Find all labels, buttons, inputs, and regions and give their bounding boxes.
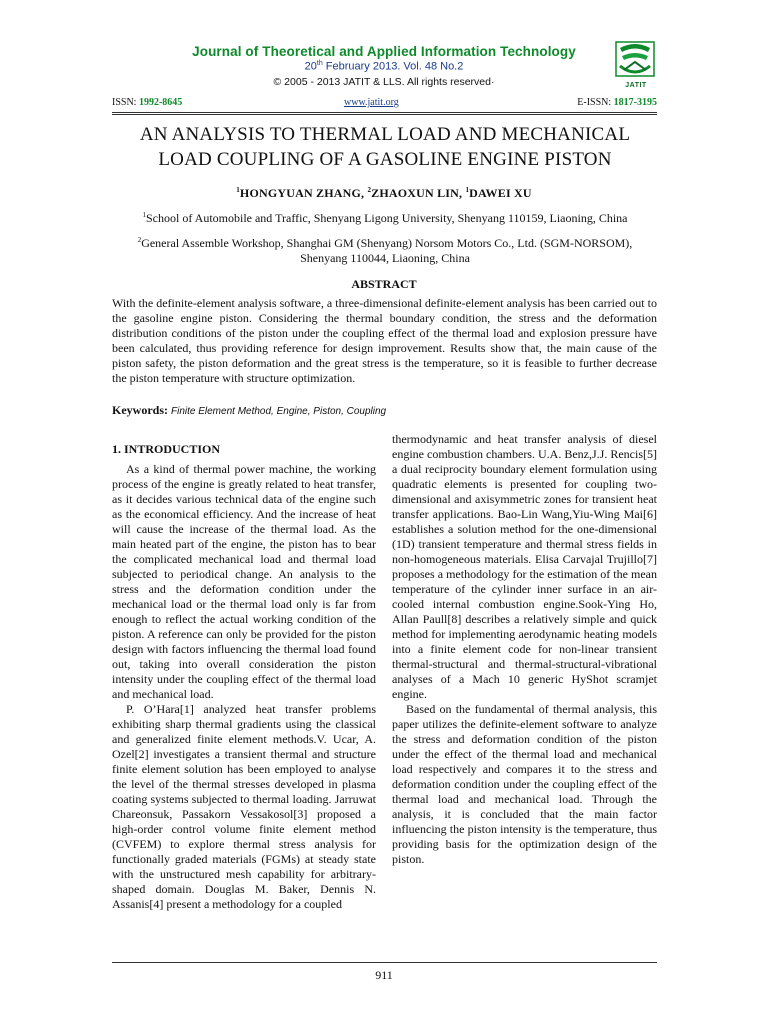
paragraph: P. O’Hara[1] analyzed heat transfer problems exhibiting sharp thermal gradients using the classical and generalized finite element methods.V. Ucar, A. Ozel[2] investigates a transient thermal and structure finite element solution has been employed to analyse the level of the thermal stresses developed in plasma coating systems subjected to thermal loading. Jarruwat Chareonsuk, Passakorn Vessakosol[3] proposed a high-order control volume finite element method (CVFEM) to explore thermal stress analysis for functionally graded materials (FGMs) at steady state with the unstructured mesh capability for arbitrary-shaped domain. Douglas M. Baker, Dennis N. Assanis[4] present a methodology for a coupled (112, 702, 376, 911)
copyright-notice: © 2005 - 2013 JATIT & LLS. All rights reserved· (273, 75, 495, 88)
paragraph: thermodynamic and heat transfer analysis of diesel engine combustion chambers. U.A. Benz,J.J. Rencis[5] a dual reciprocity boundary element formulation using quadratic elements is presented for coupling two-dimensional and axisymmetric zones for transient heat transfer applications. Bao-Lin Wang,Yiu-Wing Mai[6] establishes a solution method for the one-dimensional (1D) transient temperature and thermal stress fields in non-homogeneous materials. Elisa Carvajal Trujillo[7] proposes a methodology for the estimation of the mean temperature of the cylinder inner surface in an air-cooled internal combustion engine.Sook-Ying Ho, Allan Paull[8] describes a relatively simple and quick method for implementing aerodynamic heating models into a finite element code for non-linear transient thermal-structural and thermal-structural-vibrational analyses of a Mach 10 generic HyShot scramjet engine. (392, 432, 657, 701)
section-heading-introduction: 1. INTRODUCTION (112, 442, 221, 456)
issue-date: 20th February 2013. Vol. 48 No.2 (304, 60, 464, 73)
header-divider-secondary (112, 114, 657, 115)
journal-website-link[interactable]: www.jatit.org (344, 97, 399, 108)
right-column (392, 432, 657, 867)
journal-title: Journal of Theoretical and Applied Information Technology (192, 44, 576, 59)
footer-divider (112, 962, 657, 963)
abstract-heading: ABSTRACT (351, 277, 417, 291)
issn-row (112, 97, 657, 111)
eissn: E-ISSN: 1817-3195 (577, 97, 657, 108)
left-column (112, 462, 376, 912)
paragraph: Based on the fundamental of thermal analysis, this paper utilizes the definite-element software to analyze the stress and deformation condition of the piston under the effect of the thermal load and mechanical load respectively and compares it to the stress and deformation condition under the coupling effect of the thermal load and mechanical load. Through the analysis, it is concluded that the main factor influencing the piston intensity is the temperature, thus providing basis for the optimization design of the piston. (392, 702, 657, 866)
affiliation-2: $^2$General Assemble Workshop, Shanghai GM (Shenyang) Norsom Motors Co., Ltd. (SGM-NORSOM), Shenyang 110044, Liaoning, China (137, 236, 633, 265)
issn: ISSN: 1992-8645 (112, 97, 183, 108)
keywords: Keywords: Finite Element Method, Engine, Piston, Coupling (112, 403, 387, 417)
paragraph: As a kind of thermal power machine, the working process of the engine is greatly related to heat transfer, as it decides various technical data of the engine such as the economical efficiency. And the increase of heat will cause the increase of the thermal load. As the main heated part of the engine, the piston has to bear the complicated mechanical load and thermal load subjected to periodical change. An analysis to the stress and the deformation condition under the mechanical load or the thermal load only is far from enough to reflect the actual working condition of the piston. A reference can only be provided for the piston design with factors influencing the thermal load found out, taking into overall consideration the piston intensity under the coupling effect of the thermal load and mechanical load. (112, 462, 376, 701)
logo-text: JATIT (625, 82, 647, 89)
author-list: $^1$HONGYUAN ZHANG, $^2$ZHAOXUN LIN, $^1$DAWEI XU (236, 186, 532, 200)
abstract-text: With the definite-element analysis software, a three-dimensional definite-element analysis has been carried out to the gasoline engine piston. Considering the thermal boundary condition, the stress and the deformation distribution conditions of the piston under the coupling effect of the thermal load and explosion pressure have been calculated, thus providing reference for design improvement. Results show that, the main cause of the piston safety, the piston deformation and the great stress is the temperature, so it is feasible to further decrease the piston temperature with structure optimization. (112, 296, 657, 385)
affiliation-1: $^1$School of Automobile and Traffic, Shenyang Ligong University, Shenyang 110159, Liaoning, China (142, 211, 628, 225)
header-divider (112, 112, 657, 113)
page-number: 911 (375, 968, 393, 982)
paper-title: AN ANALYSIS TO THERMAL LOAD AND MECHANICAL LOAD COUPLING OF A GASOLINE ENGINE PISTON (139, 124, 631, 170)
